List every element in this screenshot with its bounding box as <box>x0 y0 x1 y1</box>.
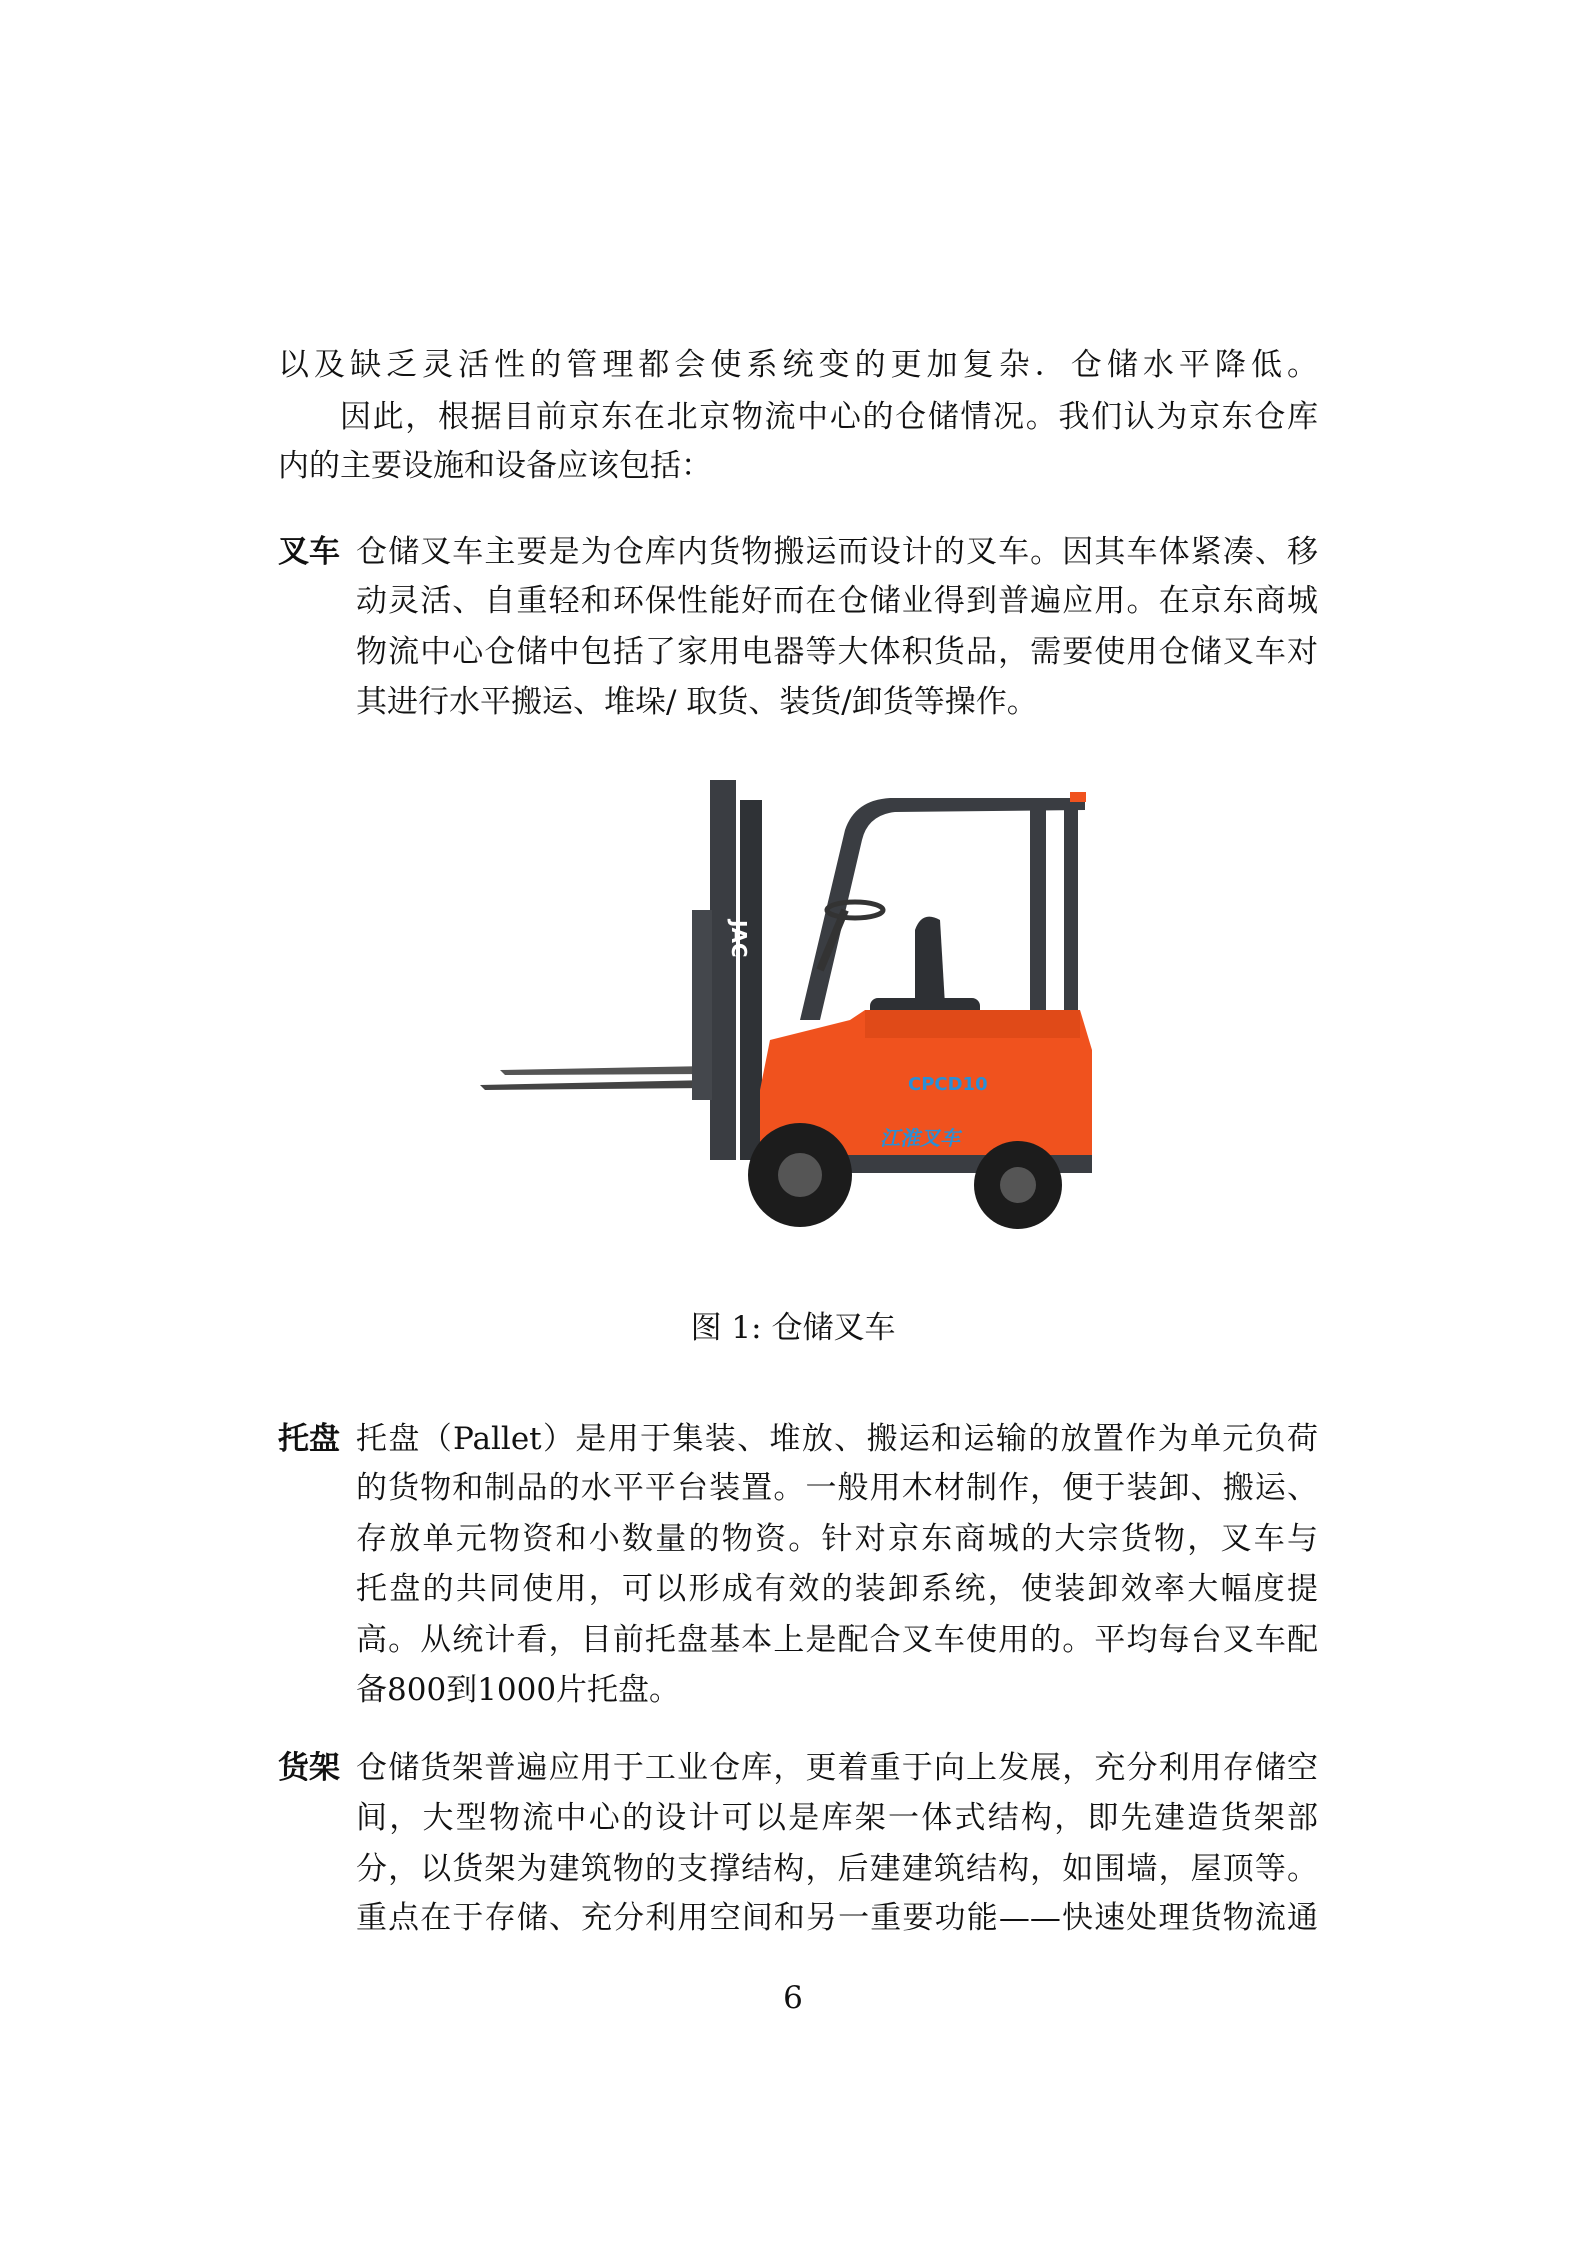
mast-label: JAC <box>727 920 751 958</box>
text-line: 托盘的共同使用，可以形成有效的装卸系统，使装卸效率大幅度提 <box>356 1571 1318 1607</box>
text-line: 因此，根据目前京东在北京物流中心的仓储情况。我们认为京东仓库 <box>340 399 1318 435</box>
text-line: 重点在于存储、充分利用空间和另一重要功能——快速处理货物流通 <box>356 1900 1318 1936</box>
text-line: 物流中心仓储中包括了家用电器等大体积货品，需要使用仓储叉车对 <box>356 634 1318 670</box>
text-line: 内的主要设施和设备应该包括： <box>278 448 712 484</box>
section-term: 货架 <box>278 1750 340 1786</box>
text-line: 仓储货架普遍应用于工业仓库，更着重于向上发展，充分利用存储空 <box>356 1750 1318 1786</box>
text-line: 仓储叉车主要是为仓库内货物搬运而设计的叉车。因其车体紧凑、移 <box>356 534 1318 570</box>
text-line: 动灵活、自重轻和环保性能好而在仓储业得到普遍应用。在京东商城 <box>356 583 1318 619</box>
page-number: 6 <box>783 1980 803 2016</box>
text-line: 以及缺乏灵活性的管理都会使系统变的更加复杂．仓储水平降低。 <box>278 347 1318 383</box>
text-line: 高。从统计看，目前托盘基本上是配合叉车使用的。平均每台叉车配 <box>356 1622 1318 1658</box>
brand-label: 江淮叉车 <box>880 1126 960 1150</box>
text-line: 的货物和制品的水平平台装置。一般用木材制作，便于装卸、搬运、 <box>356 1470 1318 1506</box>
forklift-image <box>470 770 1100 1250</box>
text-line: 备800到1000片托盘。 <box>356 1672 681 1708</box>
text-line: 分，以货架为建筑物的支撑结构，后建建筑结构，如围墙，屋顶等。 <box>356 1851 1318 1887</box>
section-term: 叉车 <box>278 534 340 570</box>
text-line: 其进行水平搬运、堆垛/ 取货、装货/卸货等操作。 <box>356 684 1038 720</box>
section-term: 托盘 <box>278 1421 340 1457</box>
text-line: 存放单元物资和小数量的物资。针对京东商城的大宗货物，叉车与 <box>356 1521 1318 1557</box>
text-line: 间，大型物流中心的设计可以是库架一体式结构，即先建造货架部 <box>356 1800 1318 1836</box>
text-line: 托盘（Pallet）是用于集装、堆放、搬运和运输的放置作为单元负荷 <box>356 1421 1318 1457</box>
figure-caption: 图 1: 仓储叉车 <box>690 1310 896 1346</box>
model-label: CPCD10 <box>908 1074 988 1095</box>
